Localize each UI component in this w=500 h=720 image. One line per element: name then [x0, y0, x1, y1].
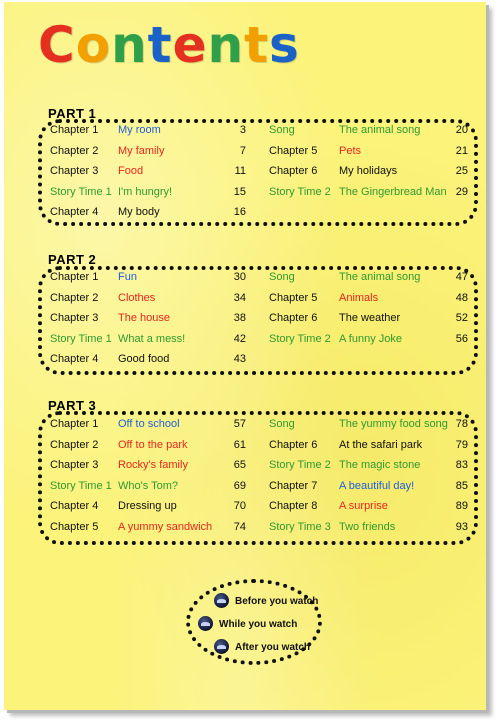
entry-page-number: 78 — [455, 418, 468, 430]
entry-label: Story Time 1 — [50, 185, 112, 198]
entry-label: Story Time 2 — [269, 185, 331, 198]
entry-label: Chapter 8 — [269, 500, 318, 513]
entry-title: The animal song — [339, 124, 421, 136]
contents-entry[interactable] — [269, 521, 468, 535]
entry-label: Story Time 2 — [269, 332, 331, 345]
contents-entry[interactable] — [269, 333, 468, 347]
entry-title: The weather — [339, 312, 401, 325]
part-heading: PART 1 — [48, 106, 97, 121]
entry-page-number: 7 — [239, 144, 246, 157]
contents-entry[interactable] — [269, 271, 468, 285]
entry-page-number: 25 — [455, 165, 468, 178]
contents-entry[interactable] — [269, 165, 468, 179]
entry-title: Rocky's family — [118, 459, 188, 472]
contents-entry[interactable] — [50, 312, 246, 326]
title-letter: e — [172, 16, 208, 74]
entry-page-number: 42 — [233, 332, 246, 345]
video-icon — [214, 639, 229, 654]
title-letter: t — [244, 16, 270, 74]
entry-title: Clothes — [118, 291, 156, 304]
title-letter: C — [38, 16, 76, 74]
contents-entry[interactable] — [50, 521, 246, 535]
entry-label: Chapter 3 — [50, 312, 99, 325]
contents-entry[interactable] — [50, 206, 246, 220]
entry-label: Chapter 2 — [50, 144, 99, 157]
entry-page-number: 43 — [233, 353, 246, 366]
entry-label: Chapter 1 — [50, 124, 99, 136]
entry-label: Song — [269, 271, 295, 283]
entry-label: Chapter 6 — [269, 165, 318, 178]
entry-label: Song — [269, 124, 295, 136]
entry-title: A yummy sandwich — [118, 521, 213, 533]
contents-entry[interactable] — [50, 353, 246, 367]
contents-entry[interactable] — [269, 124, 468, 138]
entry-page-number: 34 — [233, 291, 246, 304]
entry-label: Chapter 4 — [50, 206, 99, 219]
part-heading: PART 3 — [48, 398, 97, 413]
entry-label: Chapter 1 — [50, 271, 99, 283]
entry-title: Food — [118, 165, 144, 178]
entry-page-number: 79 — [455, 438, 468, 451]
legend-after-label: After you watch — [235, 642, 311, 653]
entry-label: Song — [269, 418, 295, 430]
entry-page-number: 38 — [233, 312, 246, 325]
contents-entry[interactable] — [50, 500, 246, 514]
legend-while-label: While you watch — [219, 619, 298, 630]
entry-title: At the safari park — [339, 438, 423, 451]
entry-page-number: 48 — [455, 291, 468, 304]
entry-page-number: 20 — [455, 124, 468, 136]
contents-entry[interactable] — [50, 333, 246, 347]
entry-page-number: 93 — [455, 521, 468, 533]
entry-label: Chapter 5 — [269, 291, 318, 304]
entry-label: Chapter 4 — [50, 353, 99, 366]
entry-label: Chapter 3 — [50, 165, 99, 178]
contents-entry[interactable] — [269, 186, 468, 200]
entry-title: The yummy food song — [339, 418, 448, 430]
entry-title: A beautiful day! — [339, 479, 415, 492]
legend-before-label: Before you watch — [235, 596, 319, 607]
entry-page-number: 74 — [233, 521, 246, 533]
entry-title: Dressing up — [118, 500, 177, 513]
entry-label: Chapter 2 — [50, 438, 99, 451]
entry-title: I'm hungry! — [118, 185, 173, 198]
entry-title: The house — [118, 312, 170, 325]
page-title — [38, 16, 300, 74]
video-icon — [198, 616, 213, 631]
contents-entry[interactable] — [269, 459, 468, 473]
entry-title: My family — [118, 144, 165, 157]
entry-label: Chapter 4 — [50, 500, 99, 513]
contents-entry[interactable] — [269, 418, 468, 432]
contents-entry[interactable] — [50, 292, 246, 306]
entry-title: The magic stone — [339, 459, 421, 472]
entry-page-number: 56 — [455, 332, 468, 345]
entry-page-number: 69 — [233, 479, 246, 492]
entry-page-number: 65 — [233, 459, 246, 472]
contents-entry[interactable] — [269, 292, 468, 306]
title-letter: n — [111, 16, 148, 74]
watch-legend — [186, 579, 322, 665]
entry-title: Two friends — [339, 521, 396, 533]
entry-page-number: 52 — [455, 312, 468, 325]
contents-entry[interactable] — [50, 459, 246, 473]
entry-label: Story Time 1 — [50, 479, 112, 492]
contents-entry[interactable] — [50, 124, 246, 138]
entry-title: My body — [118, 206, 160, 219]
contents-entry[interactable] — [50, 165, 246, 179]
contents-entry[interactable] — [50, 418, 246, 432]
entry-page-number: 15 — [233, 185, 246, 198]
entry-label: Chapter 1 — [50, 418, 99, 430]
entry-title: My room — [118, 124, 161, 136]
entry-title: Pets — [339, 144, 362, 157]
entry-page-number: 30 — [233, 271, 246, 283]
entry-label: Chapter 6 — [269, 312, 318, 325]
video-icon — [214, 593, 229, 608]
entry-title: Fun — [118, 271, 137, 283]
entry-page-number: 16 — [233, 206, 246, 219]
entry-title: Off to the park — [118, 438, 188, 451]
entry-title: A surprise — [339, 500, 388, 513]
part-heading: PART 2 — [48, 252, 97, 267]
entry-page-number: 47 — [455, 271, 468, 283]
entry-label: Chapter 3 — [50, 459, 99, 472]
contents-entry[interactable] — [269, 439, 468, 453]
entry-title: Who's Tom? — [118, 479, 178, 492]
entry-label: Chapter 6 — [269, 438, 318, 451]
entry-title: Good food — [118, 353, 170, 366]
entry-label: Chapter 5 — [269, 144, 318, 157]
contents-entry[interactable] — [50, 480, 246, 494]
contents-entry[interactable] — [269, 480, 468, 494]
entry-label: Chapter 2 — [50, 291, 99, 304]
entry-page-number: 57 — [233, 418, 246, 430]
entry-page-number: 11 — [234, 165, 246, 178]
entry-title: The animal song — [339, 271, 421, 283]
entry-label: Chapter 5 — [50, 521, 99, 533]
entry-page-number: 83 — [455, 459, 468, 472]
contents-entry[interactable] — [50, 186, 246, 200]
entry-page-number: 29 — [455, 185, 468, 198]
contents-entry[interactable] — [50, 271, 246, 285]
title-letter: o — [75, 16, 112, 74]
entry-title: Off to school — [118, 418, 180, 430]
entry-page-number: 70 — [233, 500, 246, 513]
contents-entry[interactable] — [269, 312, 468, 326]
entry-label: Story Time 3 — [269, 521, 331, 533]
entry-label: Story Time 2 — [269, 459, 331, 472]
title-letter: n — [207, 16, 245, 74]
contents-entry[interactable] — [50, 145, 246, 159]
entry-title: A funny Joke — [339, 332, 402, 345]
entry-page-number: 3 — [239, 124, 246, 136]
entry-title: My holidays — [339, 165, 398, 178]
entry-page-number: 21 — [455, 144, 468, 157]
entry-page-number: 61 — [233, 438, 246, 451]
title-letter: s — [269, 16, 300, 74]
entry-page-number: 89 — [455, 500, 468, 513]
contents-entry[interactable] — [269, 500, 468, 514]
contents-entry[interactable] — [50, 439, 246, 453]
entry-label: Chapter 7 — [269, 479, 318, 492]
entry-title: What a mess! — [118, 332, 186, 345]
contents-entry[interactable] — [269, 145, 468, 159]
entry-label: Story Time 1 — [50, 332, 112, 345]
entry-title: The Gingerbread Man — [339, 185, 447, 198]
entry-page-number: 85 — [455, 479, 468, 492]
title-letter: t — [147, 16, 173, 74]
entry-title: Animals — [339, 291, 379, 304]
